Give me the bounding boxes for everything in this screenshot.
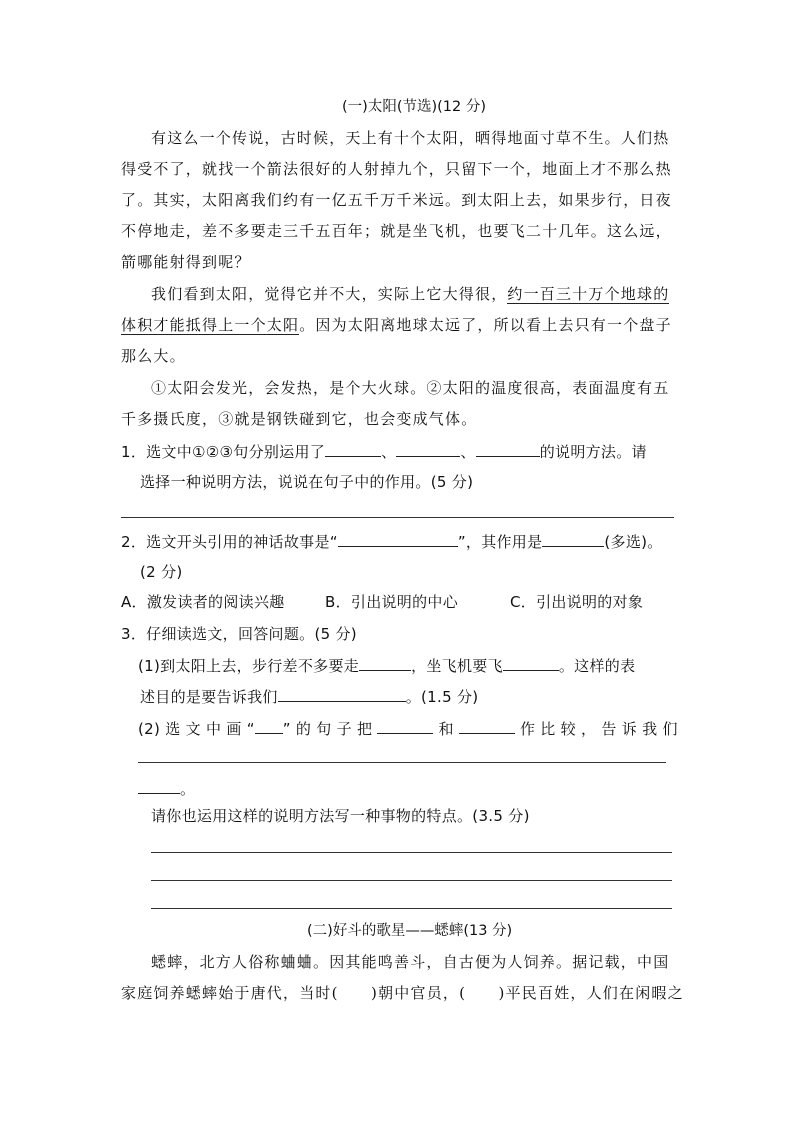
passage-line: 千多摄氏度，③就是钢铁碰到它，也会变成气体。 xyxy=(121,410,478,428)
question-3-2-end: 。 xyxy=(138,778,195,799)
passage-line xyxy=(151,284,669,304)
passage-line: ①太阳会发光，会发热，是个大火球。②太阳的温度很高，表面温度有五 xyxy=(151,379,670,397)
passage-line: 有这么一个传说，古时候，天上有十个太阳，晒得地面寸草不生。人们热 xyxy=(151,129,670,147)
option-a[interactable]: A．激发读者的阅读兴趣 xyxy=(121,593,285,611)
answer-blank[interactable] xyxy=(338,531,458,547)
passage-line: 不停地走，差不多要走三千五百年；就是坐飞机，也要飞二十几年。这么远， xyxy=(121,222,672,240)
answer-blank[interactable] xyxy=(377,718,433,734)
option-b[interactable]: B．引出说明的中心 xyxy=(325,593,458,611)
passage-line: 箭哪能射得到呢？ xyxy=(121,253,251,271)
question-1: 1．选文中①②③句分别运用了 、 、 的说明方法。请 xyxy=(121,443,647,461)
passage-line: 得受不了，就找一个箭法很好的人射掉九个，只留下一个，地面上才不那么热 xyxy=(121,160,672,178)
answer-line[interactable] xyxy=(121,517,674,518)
answer-blank[interactable] xyxy=(359,655,411,671)
passage-line xyxy=(121,315,672,335)
section-1-title: (一)太阳(节选)(12 分) xyxy=(342,99,487,115)
passage-line: 那么大。 xyxy=(121,347,186,365)
option-c[interactable]: C．引出说明的对象 xyxy=(510,593,644,611)
answer-blank[interactable] xyxy=(325,441,381,457)
passage-line: 家庭饲养蟋蟀始于唐代，当时( )朝中官员，( )平民百姓，人们在闲暇之 xyxy=(121,984,684,1002)
answer-blank[interactable] xyxy=(255,718,283,734)
answer-blank[interactable] xyxy=(542,531,604,547)
passage-text: 。因为太阳离地球太远了，所以看上去只有一个盘子 xyxy=(299,316,672,334)
answer-line[interactable] xyxy=(151,852,672,853)
answer-blank[interactable] xyxy=(396,441,460,457)
question-3-3: 请你也运用这样的说明方法写一种事物的特点。(3.5 分) xyxy=(151,807,530,825)
answer-line[interactable] xyxy=(151,880,672,881)
question-3-1: (1)到太阳上去，步行差不多要走 ，坐飞机要飞 。这样的表 xyxy=(138,657,636,675)
question-1-line-2: 选择一种说明方法，说说在句子中的作用。(5 分) xyxy=(140,473,474,491)
question-3-2: (2) 选 文 中 画 “ ” 的 句 子 把 和 作 比 较 ， 告 诉 我 们 xyxy=(138,720,678,738)
answer-blank[interactable] xyxy=(278,686,406,702)
answer-blank[interactable] xyxy=(476,441,540,457)
underlined-sentence: 约一百三十万个地球的 xyxy=(507,285,670,303)
passage-line: 蟋蟀，北方人俗称蛐蛐。因其能鸣善斗，自古便为人饲养。据记载，中国 xyxy=(151,953,670,971)
answer-line[interactable] xyxy=(138,762,666,763)
underlined-sentence: 体积才能抵得上一个太阳 xyxy=(121,316,300,334)
passage-line: 了。其实，太阳离我们约有一亿五千万千米远。到太阳上去，如果步行，日夜 xyxy=(121,191,672,209)
section-2-title: (二)好斗的歌星——蟋蟀(13 分) xyxy=(307,923,513,939)
question-2-points: (2 分) xyxy=(140,563,183,581)
answer-blank[interactable] xyxy=(459,718,515,734)
answer-line[interactable] xyxy=(151,908,672,909)
question-2: 2．选文开头引用的神话故事是“ ”，其作用是 (多选)。 xyxy=(121,533,663,551)
question-3-1-line-2: 述目的是要告诉我们 。(1.5 分) xyxy=(140,688,479,706)
answer-blank[interactable] xyxy=(503,655,559,671)
question-3: 3．仔细读选文，回答问题。(5 分) xyxy=(121,625,357,643)
passage-text: 我们看到太阳，觉得它并不大，实际上它大得很， xyxy=(151,285,508,303)
answer-blank[interactable] xyxy=(138,778,180,794)
